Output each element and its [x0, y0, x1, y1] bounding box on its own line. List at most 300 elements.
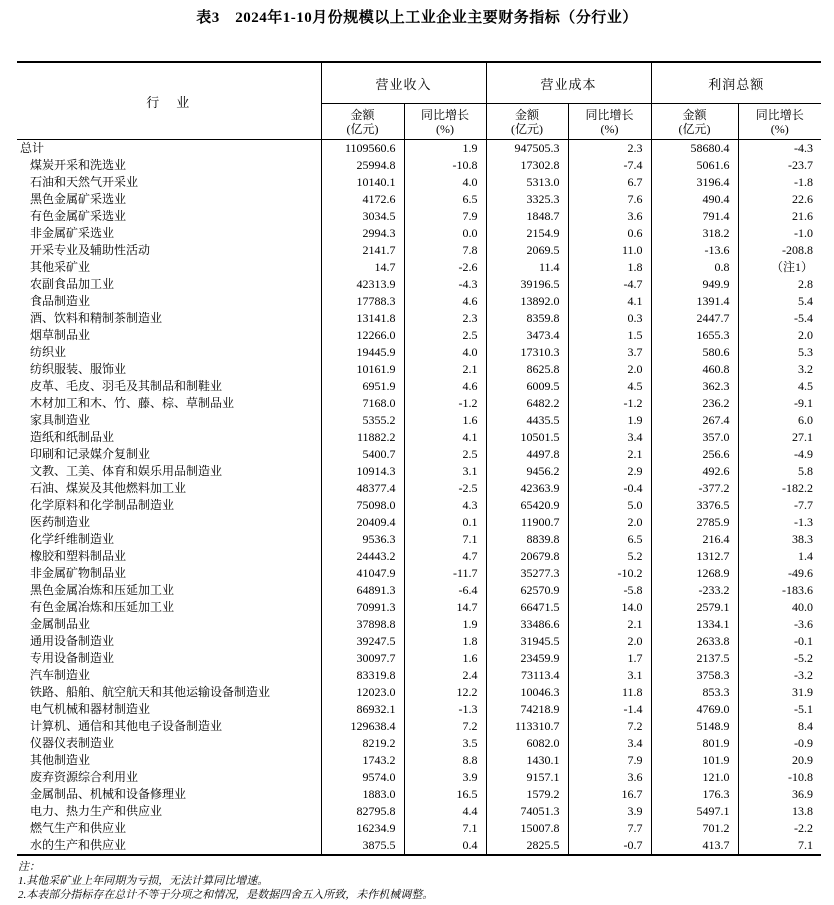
value-cell: 490.4 — [651, 191, 738, 208]
value-cell: 4.5 — [568, 378, 651, 395]
value-cell: 10501.5 — [486, 429, 568, 446]
value-cell: 3473.4 — [486, 327, 568, 344]
value-cell: 1883.0 — [321, 786, 404, 803]
value-cell: 10161.9 — [321, 361, 404, 378]
table-row — [17, 463, 821, 480]
value-cell: 42363.9 — [486, 480, 568, 497]
subheader-line: (亿元) — [678, 121, 711, 136]
value-cell: 5.3 — [738, 344, 821, 361]
value-cell: 11900.7 — [486, 514, 568, 531]
group-header-cost: 营业成本 — [486, 62, 651, 104]
table-row — [17, 157, 821, 174]
value-cell: 4435.5 — [486, 412, 568, 429]
industry-name-cell: 文教、工美、体育和娱乐用品制造业 — [30, 464, 223, 478]
value-cell: 33486.6 — [486, 616, 568, 633]
value-cell: 7.1 — [404, 820, 486, 837]
industry-name-cell: 纺织业 — [30, 345, 67, 359]
value-cell: 35277.3 — [486, 565, 568, 582]
value-cell: -4.3 — [738, 140, 821, 158]
table-row — [17, 786, 821, 803]
value-cell: 1.9 — [404, 616, 486, 633]
value-cell: 121.0 — [651, 769, 738, 786]
value-cell: 3.1 — [568, 667, 651, 684]
value-cell: 2.5 — [404, 446, 486, 463]
value-cell: 0.4 — [404, 837, 486, 855]
value-cell: 3376.5 — [651, 497, 738, 514]
value-cell: 1312.7 — [651, 548, 738, 565]
value-cell: -0.7 — [568, 837, 651, 855]
value-cell: 31945.5 — [486, 633, 568, 650]
table-row — [17, 718, 821, 735]
value-cell: 75098.0 — [321, 497, 404, 514]
table-row — [17, 803, 821, 820]
value-cell: 460.8 — [651, 361, 738, 378]
industry-column-header: 行 业 — [17, 62, 321, 140]
subheader-line: 金额 — [515, 107, 540, 122]
table-row — [17, 140, 821, 158]
subheader-profit-growth — [738, 104, 821, 140]
value-cell: 6.0 — [738, 412, 821, 429]
industry-name-cell: 水的生产和供应业 — [30, 838, 127, 852]
value-cell: 13892.0 — [486, 293, 568, 310]
value-cell: 7.9 — [568, 752, 651, 769]
value-cell: 101.9 — [651, 752, 738, 769]
value-cell: 7.1 — [404, 531, 486, 548]
industry-name-cell: 有色金属矿采选业 — [30, 209, 127, 223]
value-cell: 17788.3 — [321, 293, 404, 310]
value-cell: 86932.1 — [321, 701, 404, 718]
value-cell: 5497.1 — [651, 803, 738, 820]
subheader-line: (%) — [770, 121, 789, 136]
value-cell: 801.9 — [651, 735, 738, 752]
table-header — [17, 62, 821, 140]
value-cell: 41047.9 — [321, 565, 404, 582]
value-cell: 25994.8 — [321, 157, 404, 174]
value-cell: 5148.9 — [651, 718, 738, 735]
value-cell: 27.1 — [738, 429, 821, 446]
value-cell: 236.2 — [651, 395, 738, 412]
value-cell: -3.6 — [738, 616, 821, 633]
industry-name-cell: 皮革、毛皮、羽毛及其制品和制鞋业 — [30, 379, 223, 393]
subheader-revenue-amount — [321, 104, 404, 140]
value-cell: 2785.9 — [651, 514, 738, 531]
value-cell: 3.6 — [568, 769, 651, 786]
footnote-item: 1.其他采矿业上年同期为亏损，无法计算同比增速。 — [18, 875, 269, 887]
value-cell: -4.3 — [404, 276, 486, 293]
table-row — [17, 208, 821, 225]
group-header-row — [17, 62, 821, 104]
value-cell: 4.6 — [404, 293, 486, 310]
table-row — [17, 616, 821, 633]
industry-name-cell: 铁路、船舶、航空航天和其他运输设备制造业 — [30, 685, 271, 699]
value-cell: 949.9 — [651, 276, 738, 293]
value-cell: -13.6 — [651, 242, 738, 259]
industry-name-cell: 木材加工和木、竹、藤、棕、草制品业 — [30, 396, 235, 410]
value-cell: 24443.2 — [321, 548, 404, 565]
value-cell: -5.1 — [738, 701, 821, 718]
value-cell: 5061.6 — [651, 157, 738, 174]
value-cell: 3.6 — [568, 208, 651, 225]
value-cell: 4.3 — [404, 497, 486, 514]
value-cell: 4.1 — [568, 293, 651, 310]
table-row — [17, 514, 821, 531]
footnotes — [18, 860, 834, 902]
industry-name-cell: 有色金属冶炼和压延加工业 — [30, 600, 175, 614]
value-cell: 1.7 — [568, 650, 651, 667]
industry-name-cell: 电力、热力生产和供应业 — [30, 804, 163, 818]
value-cell: 2.4 — [404, 667, 486, 684]
industry-name-cell: 废弃资源综合利用业 — [30, 770, 139, 784]
table-row — [17, 446, 821, 463]
industry-name-cell: 计算机、通信和其他电子设备制造业 — [30, 719, 223, 733]
value-cell: 2633.8 — [651, 633, 738, 650]
value-cell: 1655.3 — [651, 327, 738, 344]
value-cell: 8359.8 — [486, 310, 568, 327]
value-cell: 5355.2 — [321, 412, 404, 429]
value-cell: 1.5 — [568, 327, 651, 344]
industry-name-cell: 医药制造业 — [30, 515, 91, 529]
industry-name-cell: 非金属矿物制品业 — [30, 566, 127, 580]
value-cell: 1.9 — [568, 412, 651, 429]
subheader-line: 同比增长 — [421, 107, 470, 122]
table-row — [17, 327, 821, 344]
value-cell: 12.2 — [404, 684, 486, 701]
value-cell: 413.7 — [651, 837, 738, 855]
table-row — [17, 344, 821, 361]
industry-name-cell: 酒、饮料和精制茶制造业 — [30, 311, 163, 325]
value-cell: 2141.7 — [321, 242, 404, 259]
value-cell: 6.5 — [568, 531, 651, 548]
value-cell: 2.1 — [568, 446, 651, 463]
value-cell: 5313.0 — [486, 174, 568, 191]
table-row — [17, 310, 821, 327]
value-cell: 2.0 — [568, 514, 651, 531]
value-cell: 4497.8 — [486, 446, 568, 463]
value-cell: 12266.0 — [321, 327, 404, 344]
value-cell: 6951.9 — [321, 378, 404, 395]
value-cell: -5.2 — [738, 650, 821, 667]
value-cell: 9456.2 — [486, 463, 568, 480]
table-row — [17, 242, 821, 259]
value-cell: 947505.3 — [486, 140, 568, 158]
value-cell: 113310.7 — [486, 718, 568, 735]
table-row — [17, 429, 821, 446]
value-cell: 48377.4 — [321, 480, 404, 497]
value-cell: 7.8 — [404, 242, 486, 259]
value-cell: 64891.3 — [321, 582, 404, 599]
value-cell: -11.7 — [404, 565, 486, 582]
value-cell: 1430.1 — [486, 752, 568, 769]
value-cell: 3034.5 — [321, 208, 404, 225]
value-cell: -1.3 — [738, 514, 821, 531]
value-cell: 3196.4 — [651, 174, 738, 191]
table-row — [17, 684, 821, 701]
value-cell: -7.7 — [738, 497, 821, 514]
table-row — [17, 667, 821, 684]
industry-name-cell: 印刷和记录媒介复制业 — [30, 447, 151, 461]
value-cell: 5.2 — [568, 548, 651, 565]
value-cell: 6482.2 — [486, 395, 568, 412]
value-cell: 4769.0 — [651, 701, 738, 718]
value-cell: 3875.5 — [321, 837, 404, 855]
value-cell: 492.6 — [651, 463, 738, 480]
table-row — [17, 225, 821, 242]
value-cell: 14.7 — [321, 259, 404, 276]
value-cell: 2.8 — [738, 276, 821, 293]
value-cell: -10.8 — [738, 769, 821, 786]
value-cell: -2.5 — [404, 480, 486, 497]
subheader-cost-growth — [568, 104, 651, 140]
value-cell: 62570.9 — [486, 582, 568, 599]
value-cell: 58680.4 — [651, 140, 738, 158]
value-cell: （注1） — [738, 259, 821, 276]
value-cell: 1743.2 — [321, 752, 404, 769]
value-cell: 1.8 — [404, 633, 486, 650]
value-cell: 23459.9 — [486, 650, 568, 667]
value-cell: 4.5 — [738, 378, 821, 395]
table-row — [17, 293, 821, 310]
value-cell: 4.0 — [404, 174, 486, 191]
table-row — [17, 548, 821, 565]
value-cell: 791.4 — [651, 208, 738, 225]
value-cell: 20.9 — [738, 752, 821, 769]
value-cell: 129638.4 — [321, 718, 404, 735]
value-cell: -4.9 — [738, 446, 821, 463]
page-title: 表3 2024年1-10月份规模以上工业企业主要财务指标（分行业） — [196, 10, 638, 26]
value-cell: 7.1 — [738, 837, 821, 855]
value-cell: 16.7 — [568, 786, 651, 803]
value-cell: 38.3 — [738, 531, 821, 548]
table-row — [17, 820, 821, 837]
value-cell: 1579.2 — [486, 786, 568, 803]
industry-name-cell: 石油和天然气开采业 — [30, 175, 139, 189]
value-cell: -1.4 — [568, 701, 651, 718]
industry-name-cell: 非金属矿采选业 — [30, 226, 115, 240]
value-cell: 10046.3 — [486, 684, 568, 701]
industry-name-cell: 金属制品业 — [30, 617, 91, 631]
value-cell: 256.6 — [651, 446, 738, 463]
value-cell: 14.0 — [568, 599, 651, 616]
industry-name-cell: 家具制造业 — [30, 413, 91, 427]
value-cell: 0.8 — [651, 259, 738, 276]
value-cell: -2.2 — [738, 820, 821, 837]
value-cell: -233.2 — [651, 582, 738, 599]
value-cell: 9536.3 — [321, 531, 404, 548]
value-cell: 11.4 — [486, 259, 568, 276]
value-cell: 39247.5 — [321, 633, 404, 650]
value-cell: 6009.5 — [486, 378, 568, 395]
table-row — [17, 599, 821, 616]
value-cell: 580.6 — [651, 344, 738, 361]
table-row — [17, 276, 821, 293]
value-cell: 4.1 — [404, 429, 486, 446]
value-cell: 701.2 — [651, 820, 738, 837]
value-cell: 1.6 — [404, 412, 486, 429]
value-cell: 3.9 — [568, 803, 651, 820]
value-cell: -182.2 — [738, 480, 821, 497]
value-cell: 7168.0 — [321, 395, 404, 412]
value-cell: 16234.9 — [321, 820, 404, 837]
subheader-profit-amount — [651, 104, 738, 140]
industry-name-cell: 农副食品加工业 — [30, 277, 115, 291]
value-cell: 3.7 — [568, 344, 651, 361]
footnote-label: 注： — [18, 861, 40, 873]
value-cell: -10.2 — [568, 565, 651, 582]
value-cell: -9.1 — [738, 395, 821, 412]
value-cell: 2154.9 — [486, 225, 568, 242]
value-cell: 8.4 — [738, 718, 821, 735]
value-cell: 4.7 — [404, 548, 486, 565]
industry-name-cell: 烟草制品业 — [30, 328, 91, 342]
industry-name-cell: 化学纤维制造业 — [30, 532, 115, 546]
value-cell: 2.0 — [738, 327, 821, 344]
value-cell: 2.1 — [568, 616, 651, 633]
value-cell: 7.6 — [568, 191, 651, 208]
value-cell: 70991.3 — [321, 599, 404, 616]
industry-name-cell: 黑色金属冶炼和压延加工业 — [30, 583, 175, 597]
value-cell: 2.1 — [404, 361, 486, 378]
value-cell: 362.3 — [651, 378, 738, 395]
value-cell: -1.2 — [568, 395, 651, 412]
industry-name-cell: 其他采矿业 — [30, 260, 91, 274]
group-header-revenue: 营业收入 — [321, 62, 486, 104]
value-cell: 1334.1 — [651, 616, 738, 633]
value-cell: 0.1 — [404, 514, 486, 531]
subheader-line: 同比增长 — [585, 107, 634, 122]
industry-name-cell: 金属制品、机械和设备修理业 — [30, 787, 187, 801]
group-header-profit: 利润总额 — [651, 62, 821, 104]
value-cell: 5400.7 — [321, 446, 404, 463]
value-cell: -7.4 — [568, 157, 651, 174]
value-cell: 8839.8 — [486, 531, 568, 548]
value-cell: -1.8 — [738, 174, 821, 191]
value-cell: 2579.1 — [651, 599, 738, 616]
value-cell: -0.9 — [738, 735, 821, 752]
value-cell: 1.4 — [738, 548, 821, 565]
table-row — [17, 752, 821, 769]
value-cell: -183.6 — [738, 582, 821, 599]
value-cell: 11.0 — [568, 242, 651, 259]
table-row — [17, 582, 821, 599]
value-cell: 10140.1 — [321, 174, 404, 191]
subheader-line: 同比增长 — [755, 107, 804, 122]
value-cell: 2.0 — [568, 361, 651, 378]
value-cell: -1.0 — [738, 225, 821, 242]
value-cell: 6.7 — [568, 174, 651, 191]
value-cell: 20679.8 — [486, 548, 568, 565]
value-cell: 2994.3 — [321, 225, 404, 242]
industry-name-cell: 化学原料和化学制品制造业 — [30, 498, 175, 512]
table-row — [17, 769, 821, 786]
table-row — [17, 412, 821, 429]
table-row — [17, 361, 821, 378]
value-cell: 2825.5 — [486, 837, 568, 855]
table-row — [17, 497, 821, 514]
value-cell: 176.3 — [651, 786, 738, 803]
value-cell: 16.5 — [404, 786, 486, 803]
industry-name-cell: 仪器仪表制造业 — [30, 736, 115, 750]
value-cell: 3.9 — [404, 769, 486, 786]
value-cell: -5.4 — [738, 310, 821, 327]
value-cell: 40.0 — [738, 599, 821, 616]
industry-name-cell: 开采专业及辅助性活动 — [30, 243, 151, 257]
value-cell: 4.4 — [404, 803, 486, 820]
value-cell: 7.7 — [568, 820, 651, 837]
value-cell: -10.8 — [404, 157, 486, 174]
value-cell: 15007.8 — [486, 820, 568, 837]
value-cell: 7.9 — [404, 208, 486, 225]
value-cell: 19445.9 — [321, 344, 404, 361]
value-cell: 21.6 — [738, 208, 821, 225]
value-cell: 2137.5 — [651, 650, 738, 667]
industry-name-cell: 食品制造业 — [30, 294, 91, 308]
value-cell: 2447.7 — [651, 310, 738, 327]
table-row — [17, 259, 821, 276]
value-cell: -4.7 — [568, 276, 651, 293]
value-cell: 1.9 — [404, 140, 486, 158]
value-cell: 0.6 — [568, 225, 651, 242]
value-cell: 9157.1 — [486, 769, 568, 786]
table-row — [17, 531, 821, 548]
value-cell: -1.3 — [404, 701, 486, 718]
value-cell: 8.8 — [404, 752, 486, 769]
value-cell: 318.2 — [651, 225, 738, 242]
table-row — [17, 650, 821, 667]
value-cell: 82795.8 — [321, 803, 404, 820]
industry-name-cell: 橡胶和塑料制品业 — [30, 549, 127, 563]
value-cell: 267.4 — [651, 412, 738, 429]
value-cell: 17302.8 — [486, 157, 568, 174]
value-cell: 9574.0 — [321, 769, 404, 786]
value-cell: 3758.3 — [651, 667, 738, 684]
value-cell: 74051.3 — [486, 803, 568, 820]
industry-name-cell: 专用设备制造业 — [30, 651, 115, 665]
financial-indicators-table — [17, 61, 821, 856]
value-cell: 6.5 — [404, 191, 486, 208]
value-cell: 65420.9 — [486, 497, 568, 514]
value-cell: 357.0 — [651, 429, 738, 446]
value-cell: -2.6 — [404, 259, 486, 276]
subheader-line: 金额 — [350, 107, 375, 122]
value-cell: 1268.9 — [651, 565, 738, 582]
table-row — [17, 735, 821, 752]
value-cell: 8625.8 — [486, 361, 568, 378]
value-cell: 5.0 — [568, 497, 651, 514]
industry-name-cell: 通用设备制造业 — [30, 634, 115, 648]
value-cell: 20409.4 — [321, 514, 404, 531]
table-body — [17, 140, 821, 856]
value-cell: 0.0 — [404, 225, 486, 242]
table-row — [17, 174, 821, 191]
value-cell: 66471.5 — [486, 599, 568, 616]
value-cell: 4172.6 — [321, 191, 404, 208]
table-row — [17, 837, 821, 855]
value-cell: 12023.0 — [321, 684, 404, 701]
value-cell: 22.6 — [738, 191, 821, 208]
value-cell: 1391.4 — [651, 293, 738, 310]
table-row — [17, 378, 821, 395]
value-cell: 0.3 — [568, 310, 651, 327]
value-cell: 2.3 — [404, 310, 486, 327]
value-cell: 31.9 — [738, 684, 821, 701]
table-row — [17, 565, 821, 582]
value-cell: -377.2 — [651, 480, 738, 497]
value-cell: 36.9 — [738, 786, 821, 803]
value-cell: -1.2 — [404, 395, 486, 412]
value-cell: 1848.7 — [486, 208, 568, 225]
industry-name-cell: 总计 — [20, 141, 45, 155]
subheader-revenue-growth — [404, 104, 486, 140]
